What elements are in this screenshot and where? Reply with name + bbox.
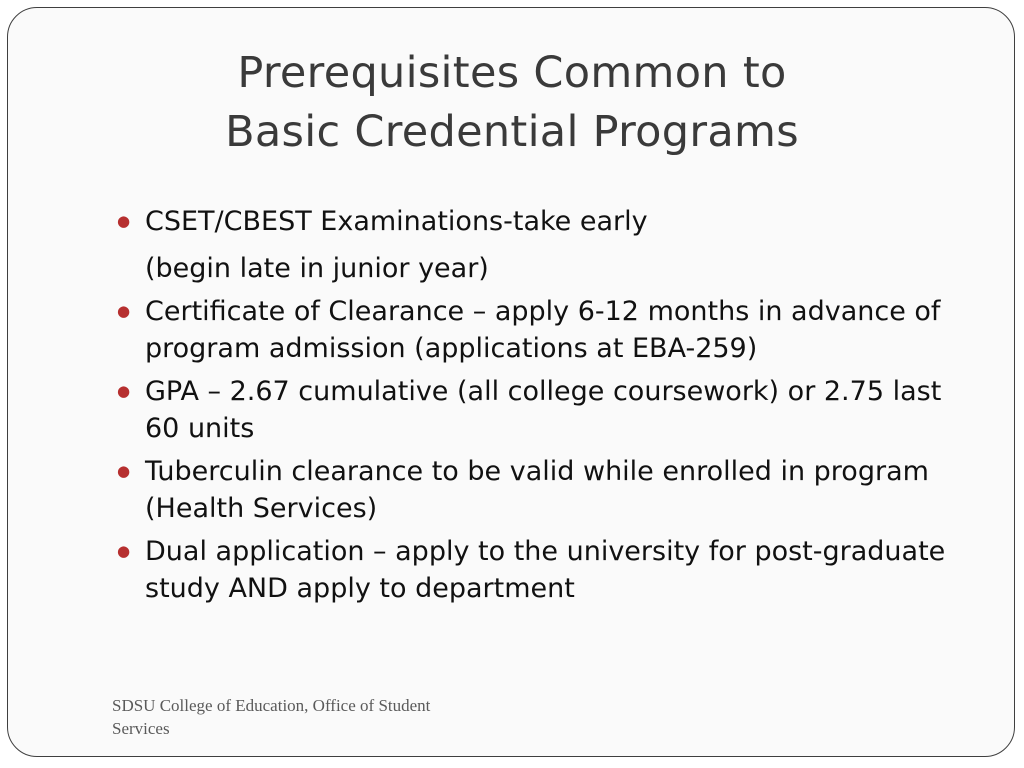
slide-footer: SDSU College of Education, Office of Student Services: [112, 696, 431, 738]
bullet-item: [117, 533, 977, 607]
bullet-item: [117, 373, 977, 447]
bullet-dot-icon: ●: [117, 302, 131, 320]
bullet-dot-icon: ●: [117, 212, 131, 230]
bullet-text: Certificate of Clearance – apply 6-12 months in advance of program admission (applications at EBA-259): [145, 296, 941, 364]
bullet-text: CSET/CBEST Examinations-take early: [145, 206, 648, 237]
bullet-item: [117, 203, 977, 287]
slide-title: [60, 44, 964, 162]
bullet-dot-icon: ●: [117, 542, 131, 560]
bullet-dot-icon: ●: [117, 462, 131, 480]
title-line-2: Basic Credential Programs: [225, 107, 799, 157]
bullet-dot-icon: ●: [117, 382, 131, 400]
title-line-1: Prerequisites Common to: [237, 48, 787, 98]
bullet-item: [117, 293, 977, 367]
bullet-item: [117, 453, 977, 527]
bullet-list: [117, 203, 977, 613]
bullet-text: GPA – 2.67 cumulative (all college coursework) or 2.75 last 60 units: [145, 376, 942, 444]
bullet-text: Tuberculin clearance to be valid while enrolled in program (Health Services): [145, 456, 929, 524]
bullet-subtext: (begin late in junior year): [145, 253, 489, 284]
bullet-text: Dual application – apply to the university for post-graduate study AND apply to department: [145, 536, 946, 604]
